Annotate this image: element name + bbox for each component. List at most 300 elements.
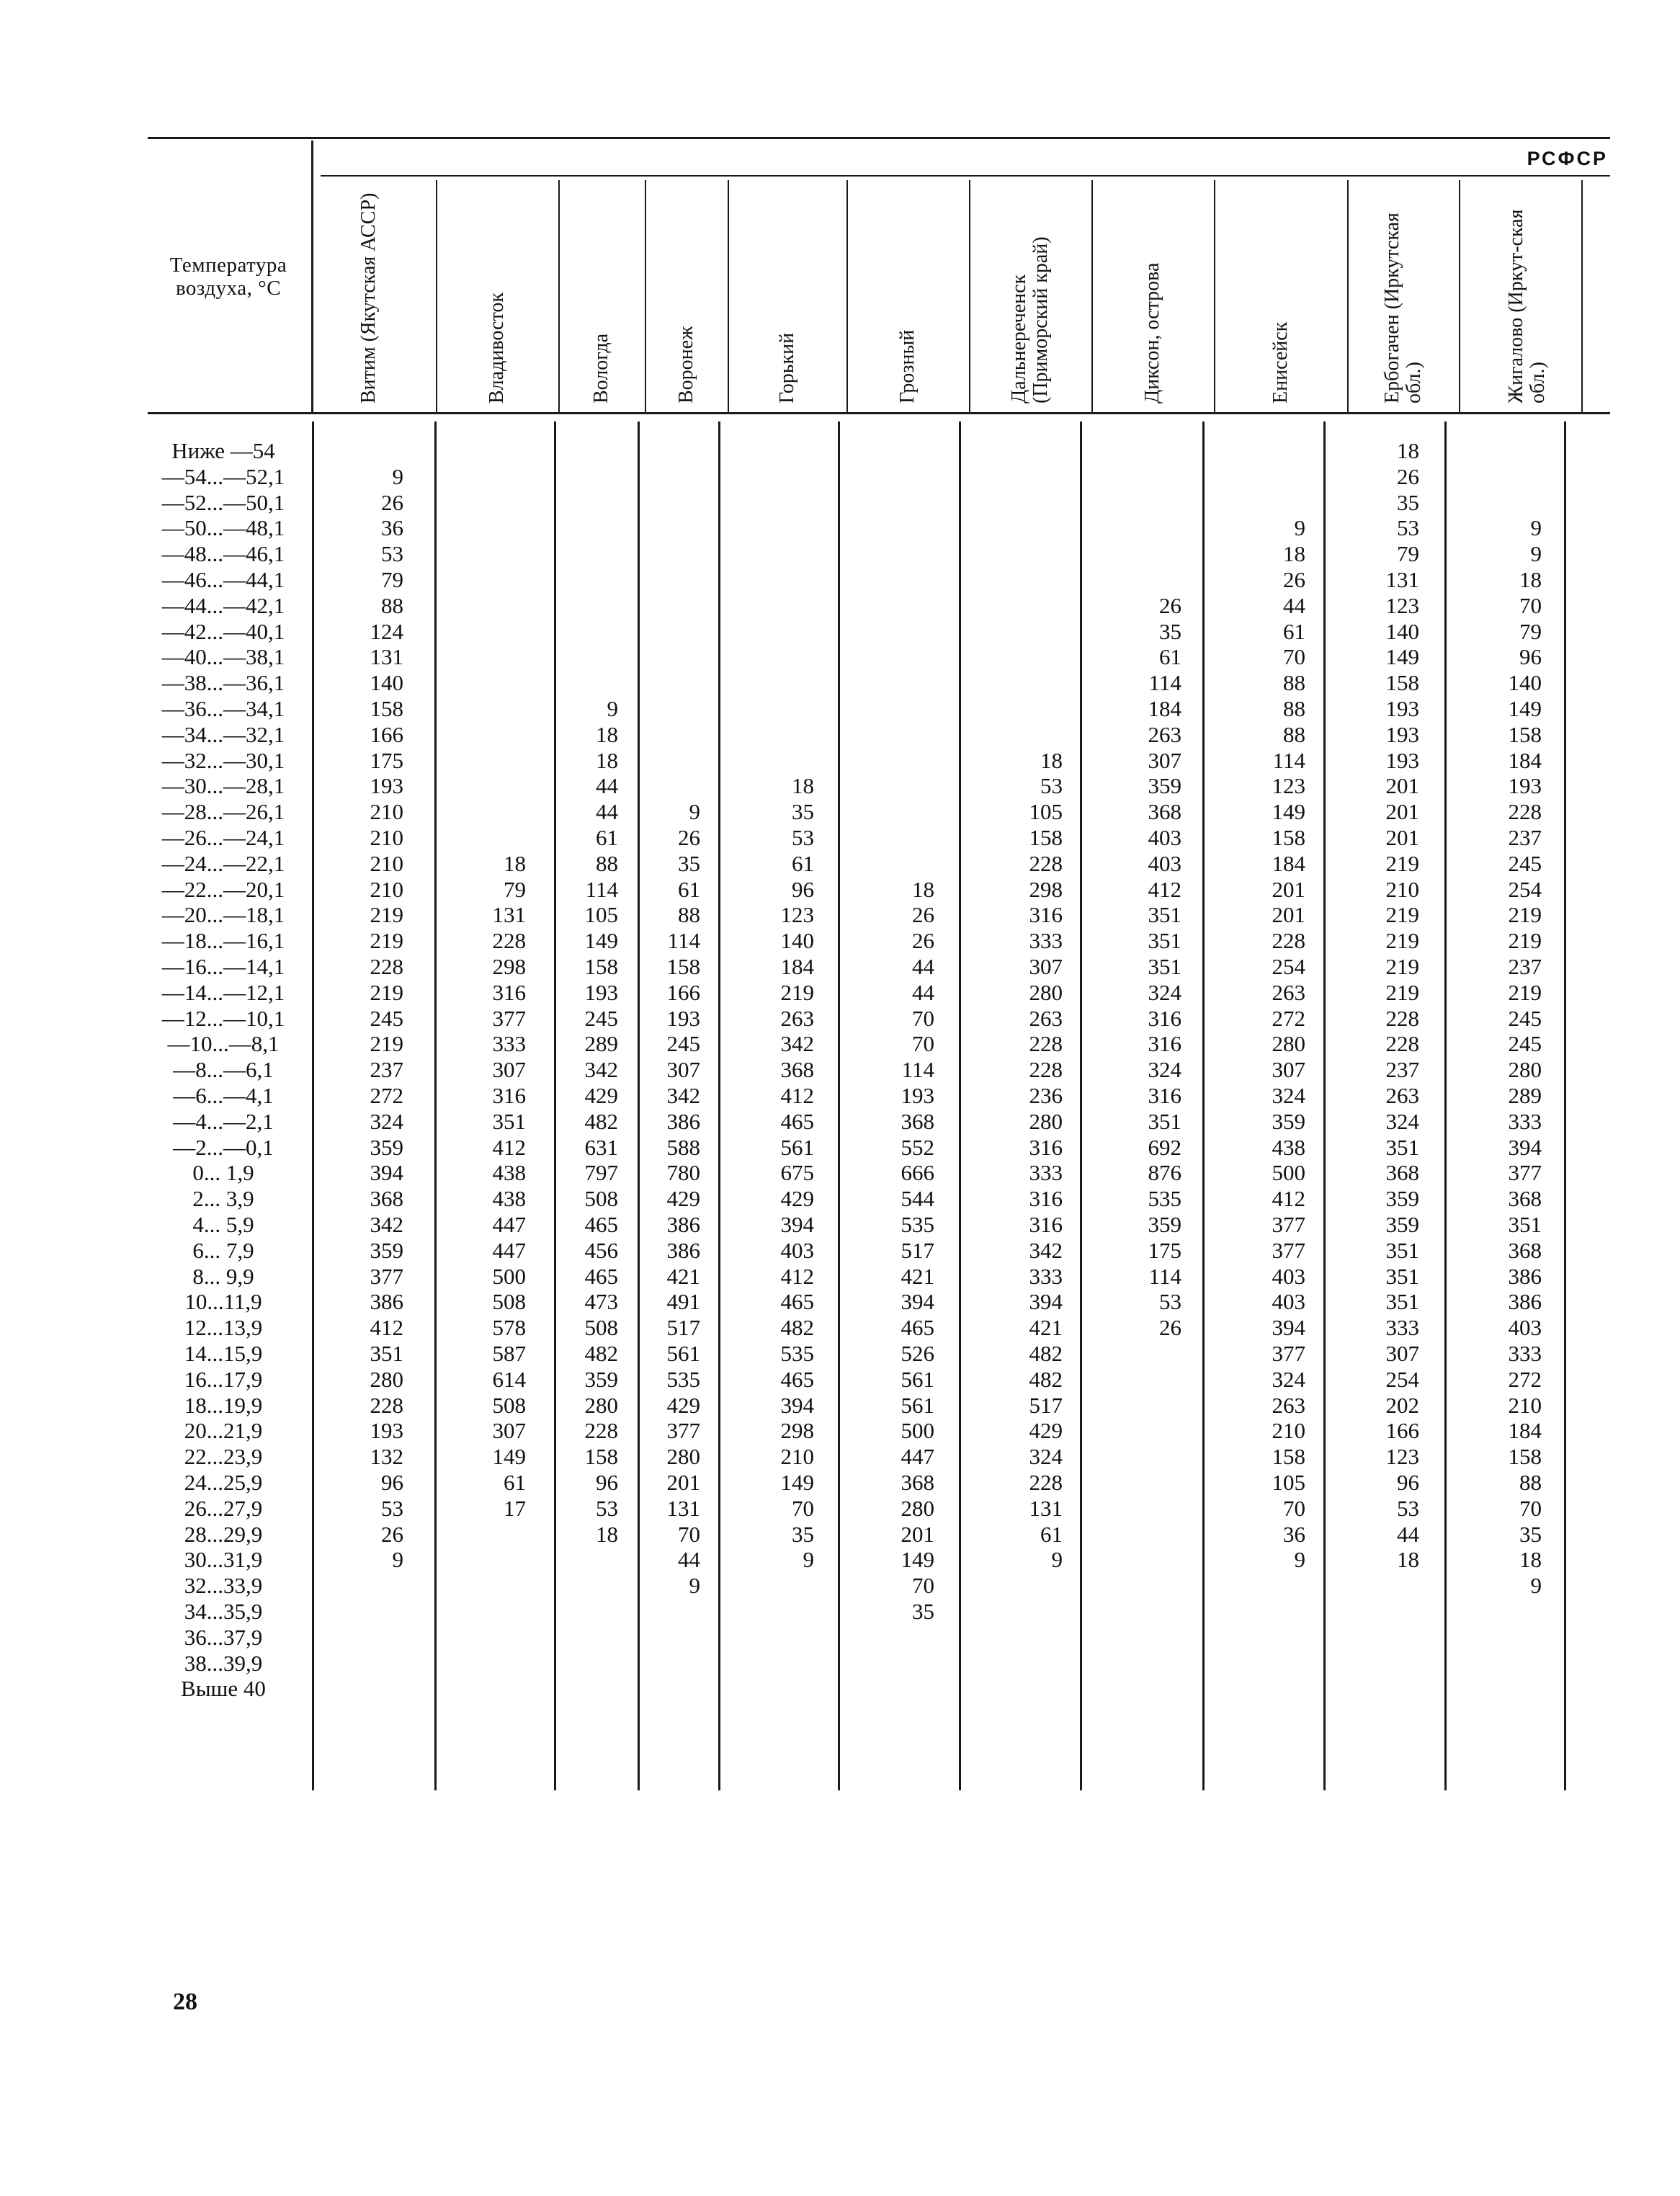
table-cell: 53 [792,825,814,850]
table-cell: 18 [1283,541,1305,567]
table-cell: 140 [1385,618,1419,644]
table-cell: 193 [584,979,618,1005]
table-cell: 131 [1029,1495,1063,1521]
table-cell: 105 [584,902,618,928]
table-cell: 412 [492,1134,526,1160]
table-cell: 9 [1051,1547,1063,1573]
table-cell: 88 [1283,696,1305,721]
table-cell: 552 [901,1134,934,1160]
table-cell: 526 [901,1341,934,1366]
table-cell: 412 [1272,1186,1305,1212]
column-header-label: Енисейск [1269,321,1292,403]
table-cell: 201 [666,1470,700,1495]
table-cell: 53 [596,1495,618,1521]
table-cell: 368 [780,1057,814,1083]
column-header-label: Владивосток [486,293,508,403]
table-cell: 219 [1385,954,1419,979]
table-cell: 18 [1397,1547,1419,1573]
table-cell: 307 [1148,747,1181,773]
table-cell: 500 [901,1418,934,1444]
table-top-rule [148,137,1610,139]
table-cell: 9 [392,1547,403,1573]
table-cell: 368 [370,1186,403,1212]
table-cell: 35 [912,1599,934,1624]
table-cell: 193 [901,1083,934,1108]
table-cell: 158 [584,954,618,979]
table-cell: 210 [370,825,403,850]
table-cell: 316 [1029,1134,1063,1160]
table-cell: 18 [1519,1547,1542,1573]
table-cell: 298 [780,1418,814,1444]
table-cell: 351 [1385,1237,1419,1263]
table-cell: 166 [370,721,403,747]
table-cell: 377 [370,1263,403,1289]
row-label: —14...—12,1 [161,979,285,1005]
table-cell: 53 [1397,1495,1419,1521]
table-cell: 508 [584,1186,618,1212]
table-cell: 324 [1148,979,1181,1005]
table-cell: 114 [1148,1263,1181,1289]
table-cell: 333 [1029,1263,1063,1289]
body-divider [1323,421,1326,1790]
table-cell: 263 [780,1005,814,1031]
table-cell: 359 [1385,1186,1419,1212]
table-cell: 193 [370,773,403,799]
row-label: —22...—20,1 [161,876,285,902]
table-cell: 26 [1283,567,1305,592]
table-cell: 316 [1148,1005,1181,1031]
table-cell: 333 [492,1031,526,1057]
table-cell: 359 [370,1134,403,1160]
table-cell: 465 [780,1108,814,1134]
table-cell: 149 [901,1547,934,1573]
row-label: —24...—22,1 [161,850,285,876]
table-cell: 588 [666,1134,700,1160]
row-label: 22...23,9 [184,1444,263,1470]
table-cell: 44 [596,773,618,799]
table-cell: 316 [492,979,526,1005]
table-cell: 797 [584,1160,618,1186]
table-cell: 210 [1508,1392,1542,1418]
table-cell: 631 [584,1134,618,1160]
table-cell: 587 [492,1341,526,1366]
table-cell: 245 [1508,1005,1542,1031]
row-label: —16...—14,1 [161,954,285,979]
table-cell: 447 [492,1212,526,1237]
table-cell: 368 [1508,1186,1542,1212]
table-cell: 482 [780,1315,814,1341]
table-cell: 18 [596,747,618,773]
table-cell: 517 [666,1315,700,1341]
table-cell: 351 [1385,1289,1419,1315]
table-cell: 131 [370,644,403,670]
table-cell: 96 [1519,644,1542,670]
table-cell: 79 [1397,541,1419,567]
table-cell: 158 [584,1444,618,1470]
table-cell: 18 [1519,567,1542,592]
table-cell: 263 [1272,979,1305,1005]
table-cell: 482 [584,1108,618,1134]
table-cell: 114 [667,928,700,954]
table-cell: 386 [370,1289,403,1315]
table-cell: 44 [1397,1521,1419,1547]
table-cell: 9 [1294,1547,1305,1573]
table-cell: 158 [370,696,403,721]
table-cell: 465 [780,1366,814,1392]
table-cell: 193 [666,1005,700,1031]
table-cell: 359 [1148,1212,1181,1237]
table-cell: 193 [1385,721,1419,747]
column-header-label: Грозный [896,329,919,403]
table-cell: 403 [1272,1289,1305,1315]
table-cell: 149 [584,928,618,954]
table-cell: 9 [803,1547,814,1573]
table-cell: 123 [780,902,814,928]
table-cell: 465 [584,1263,618,1289]
table-cell: 61 [678,876,700,902]
row-label: 14...15,9 [184,1341,263,1366]
table-cell: 193 [370,1418,403,1444]
table-cell: 35 [1519,1521,1542,1547]
table-cell: 70 [912,1573,934,1599]
row-label: —28...—26,1 [161,799,285,825]
table-cell: 26 [678,825,700,850]
table-cell: 70 [792,1495,814,1521]
table-cell: 123 [1385,592,1419,618]
table-cell: 578 [492,1315,526,1341]
table-cell: 219 [1385,928,1419,954]
table-cell: 280 [584,1392,618,1418]
table-cell: 184 [1508,1418,1542,1444]
table-cell: 237 [1508,825,1542,850]
row-label: —54...—52,1 [161,463,285,489]
table-cell: 184 [780,954,814,979]
table-cell: 131 [492,902,526,928]
row-label: 36...37,9 [184,1624,263,1650]
table-cell: 394 [901,1289,934,1315]
table-cell: 158 [1385,670,1419,696]
column-header-label: Витим (Якутская АССР) [357,192,380,403]
table-cell: 79 [504,876,526,902]
table-cell: 237 [1385,1057,1419,1083]
table-cell: 53 [381,541,403,567]
table-cell: 9 [1294,515,1305,541]
table-cell: 201 [901,1521,934,1547]
table-cell: 70 [912,1005,934,1031]
table-cell: 482 [1029,1341,1063,1366]
table-cell: 351 [1148,902,1181,928]
table-cell: 228 [370,1392,403,1418]
table-cell: 123 [1272,773,1305,799]
table-cell: 193 [1385,747,1419,773]
row-label: 24...25,9 [184,1470,263,1495]
table-cell: 316 [1029,1212,1063,1237]
row-label: 4... 5,9 [192,1212,254,1237]
table-cell: 219 [1508,902,1542,928]
row-label: —50...—48,1 [161,515,285,541]
table-cell: 368 [1148,799,1181,825]
table-cell: 18 [792,773,814,799]
header-divider [1214,180,1215,412]
table-cell: 53 [1159,1289,1181,1315]
table-cell: 88 [381,592,403,618]
row-label: 34...35,9 [184,1599,263,1624]
table-cell: 333 [1508,1108,1542,1134]
table-cell: 219 [370,928,403,954]
row-label: —30...—28,1 [161,773,285,799]
table-cell: 377 [1272,1212,1305,1237]
body-divider [1564,421,1566,1790]
table-cell: 447 [492,1237,526,1263]
table-cell: 438 [492,1186,526,1212]
body-divider [1202,421,1205,1790]
table-cell: 44 [912,954,934,979]
table-cell: 219 [370,1031,403,1057]
table-cell: 324 [1029,1444,1063,1470]
table-cell: 368 [1385,1160,1419,1186]
table-cell: 9 [607,696,618,721]
row-label: —4...—2,1 [173,1108,274,1134]
table-cell: 96 [792,876,814,902]
table-cell: 184 [1508,747,1542,773]
table-cell: 18 [596,1521,618,1547]
table-cell: 219 [370,979,403,1005]
table-cell: 9 [689,1573,700,1599]
table-cell: 403 [1148,825,1181,850]
table-cell: 377 [666,1418,700,1444]
table-cell: 280 [1272,1031,1305,1057]
column-header-label: Диксон, острова [1141,262,1163,403]
table-cell: 394 [780,1392,814,1418]
header-divider [1091,180,1093,412]
table-cell: 280 [666,1444,700,1470]
table-cell: 316 [1029,1186,1063,1212]
table-cell: 421 [1029,1315,1063,1341]
table-cell: 70 [1283,644,1305,670]
table-cell: 307 [492,1057,526,1083]
header-divider [558,180,560,412]
header-divider [645,180,646,412]
table-cell: 245 [584,1005,618,1031]
table-cell: 131 [1385,567,1419,592]
table-cell: 535 [901,1212,934,1237]
table-cell: 780 [666,1160,700,1186]
table-cell: 193 [1508,773,1542,799]
table-cell: 114 [1148,670,1181,696]
body-divider [434,421,437,1790]
table-cell: 158 [1272,1444,1305,1470]
table-cell: 105 [1272,1470,1305,1495]
row-label: —52...—50,1 [161,489,285,515]
table-cell: 561 [666,1341,700,1366]
table-cell: 386 [1508,1289,1542,1315]
table-cell: 149 [1508,696,1542,721]
table-cell: 272 [370,1083,403,1108]
table-cell: 517 [901,1237,934,1263]
row-label: —36...—34,1 [161,696,285,721]
table-cell: 210 [370,799,403,825]
table-cell: 228 [1029,1031,1063,1057]
table-cell: 18 [912,876,934,902]
column-header-label: Дальнереченск (Приморский край) [1008,236,1052,403]
table-cell: 429 [666,1392,700,1418]
column-header-label: Горький [775,332,798,403]
table-cell: 61 [596,825,618,850]
row-label: —18...—16,1 [161,928,285,954]
header-divider [1581,180,1583,412]
row-label: 18...19,9 [184,1392,263,1418]
table-cell: 254 [1272,954,1305,979]
table-cell: 219 [370,902,403,928]
table-cell: 88 [1283,721,1305,747]
table-cell: 61 [504,1470,526,1495]
table-cell: 280 [901,1495,934,1521]
table-cell: 70 [1519,592,1542,618]
table-cell: 438 [492,1160,526,1186]
table-cell: 96 [1397,1470,1419,1495]
table-cell: 70 [912,1031,934,1057]
table-cell: 88 [596,850,618,876]
table-cell: 166 [666,979,700,1005]
row-label: —40...—38,1 [161,644,285,670]
table-cell: 429 [584,1083,618,1108]
table-cell: 482 [584,1341,618,1366]
table-cell: 35 [1159,618,1181,644]
body-divider [718,421,720,1790]
table-cell: 53 [381,1495,403,1521]
table-cell: 307 [1029,954,1063,979]
table-cell: 184 [1272,850,1305,876]
table-cell: 456 [584,1237,618,1263]
table-cell: 26 [381,1521,403,1547]
table-cell: 35 [792,799,814,825]
table-cell: 377 [1272,1341,1305,1366]
table-cell: 140 [370,670,403,696]
table-cell: 333 [1029,1160,1063,1186]
table-cell: 517 [1029,1392,1063,1418]
header-divider [969,180,970,412]
row-label: 30...31,9 [184,1547,263,1573]
table-cell: 351 [1148,928,1181,954]
table-cell: 245 [1508,1031,1542,1057]
header-divider [436,180,437,412]
table-cell: 298 [1029,876,1063,902]
table-cell: 228 [1385,1031,1419,1057]
table-cell: 254 [1385,1366,1419,1392]
row-label: —34...—32,1 [161,721,285,747]
row-label: 10...11,9 [184,1289,262,1315]
table-cell: 412 [370,1315,403,1341]
table-cell: 508 [492,1392,526,1418]
table-cell: 9 [1530,515,1542,541]
table-cell: 35 [792,1521,814,1547]
table-cell: 465 [584,1212,618,1237]
table-cell: 280 [370,1366,403,1392]
table-cell: 535 [780,1341,814,1366]
table-cell: 44 [678,1547,700,1573]
table-cell: 307 [666,1057,700,1083]
table-cell: 316 [492,1083,526,1108]
table-cell: 473 [584,1289,618,1315]
table-cell: 88 [1283,670,1305,696]
table-cell: 342 [584,1057,618,1083]
table-cell: 175 [370,747,403,773]
header-divider [1347,180,1349,412]
table-cell: 394 [780,1212,814,1237]
table-cell: 403 [780,1237,814,1263]
table-cell: 359 [1148,773,1181,799]
row-label: 26...27,9 [184,1495,263,1521]
table-cell: 289 [1508,1083,1542,1108]
table-cell: 359 [370,1237,403,1263]
table-cell: 201 [1385,825,1419,850]
table-cell: 403 [1148,850,1181,876]
table-cell: 26 [1159,1315,1181,1341]
table-cell: 561 [780,1134,814,1160]
table-cell: 359 [584,1366,618,1392]
table-cell: 280 [1029,979,1063,1005]
row-label: —48...—46,1 [161,541,285,567]
table-cell: 26 [912,902,934,928]
table-cell: 149 [780,1470,814,1495]
column-header-label: Ербогачен (Иркутская обл.) [1380,213,1425,403]
table-cell: 412 [780,1263,814,1289]
table-cell: 36 [1283,1521,1305,1547]
table-cell: 263 [1029,1005,1063,1031]
table-cell: 228 [1385,1005,1419,1031]
table-cell: 342 [666,1083,700,1108]
table-cell: 342 [370,1212,403,1237]
table-cell: 210 [1272,1418,1305,1444]
table-cell: 88 [1519,1470,1542,1495]
table-cell: 123 [1385,1444,1419,1470]
table-cell: 26 [1159,592,1181,618]
table-cell: 429 [666,1186,700,1212]
table-cell: 386 [666,1108,700,1134]
table-cell: 351 [1148,1108,1181,1134]
table-cell: 316 [1148,1031,1181,1057]
table-cell: 131 [666,1495,700,1521]
row-label: 38...39,9 [184,1650,263,1676]
table-cell: 368 [1508,1237,1542,1263]
table-cell: 61 [1283,618,1305,644]
row-label: 16...17,9 [184,1366,263,1392]
table-cell: 219 [1385,979,1419,1005]
table-cell: 228 [1029,850,1063,876]
table-cell: 263 [1385,1083,1419,1108]
table-cell: 96 [381,1470,403,1495]
table-cell: 9 [689,799,700,825]
table-cell: 9 [1530,541,1542,567]
table-cell: 280 [1508,1057,1542,1083]
table-cell: 508 [584,1315,618,1341]
table-cell: 53 [1397,515,1419,541]
table-cell: 465 [901,1315,934,1341]
table-cell: 61 [1040,1521,1063,1547]
table-cell: 79 [1519,618,1542,644]
row-label: 2... 3,9 [192,1186,254,1212]
table-cell: 18 [596,721,618,747]
temperature-header: Температура воздуха, °С [169,254,287,300]
table-cell: 105 [1029,799,1063,825]
table-cell: 544 [901,1186,934,1212]
republic-label: РСФСР [1527,148,1608,169]
table-cell: 666 [901,1160,934,1186]
table-cell: 316 [1148,1083,1181,1108]
row-label: —32...—30,1 [161,747,285,773]
column-header-label: Жигалово (Иркут-ская обл.) [1505,209,1549,403]
table-cell: 614 [492,1366,526,1392]
